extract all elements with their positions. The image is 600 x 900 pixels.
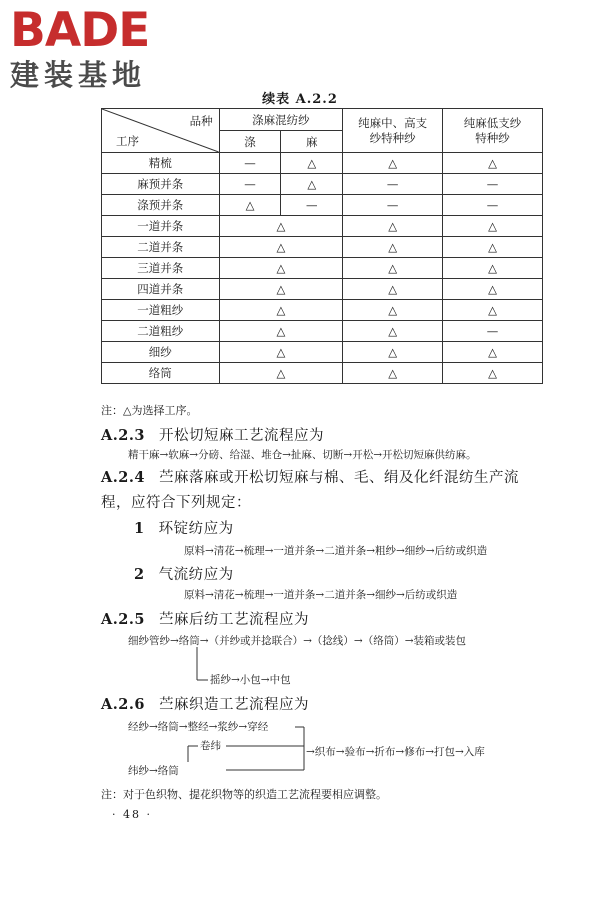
post-spinning-main-flow: 细纱管纱→络筒→（并纱或并捻联合）→（捻线）→（络筒）→装箱或装包	[128, 635, 466, 647]
cell-pure-high: △	[343, 237, 443, 258]
section-a23-flow: 精干麻→软麻→分磅、给湿、堆仓→扯麻、切断→开松→开松切短麻供纺麻。	[128, 449, 477, 461]
row-process: 精梳	[102, 153, 220, 174]
cell-pure-low: △	[443, 300, 543, 321]
cell-pure-high: △	[343, 279, 443, 300]
cell-pure-high: △	[343, 258, 443, 279]
table-row	[102, 342, 543, 363]
cell-pure-low: △	[443, 237, 543, 258]
section-a24-heading	[101, 466, 519, 487]
header-pure-low-count	[443, 109, 543, 153]
cell-pure-high: △	[343, 342, 443, 363]
table-header-row	[102, 109, 543, 131]
cell-pure-low: △	[443, 216, 543, 237]
row-process: 麻预并条	[102, 174, 220, 195]
process-table	[101, 108, 543, 384]
cell-pure-high: —	[343, 174, 443, 195]
logo-subtitle: 建装基地	[10, 58, 147, 92]
cell-polyester: —	[219, 153, 281, 174]
item-number: 1	[134, 520, 145, 537]
cell-pure-high: △	[343, 300, 443, 321]
cell-polyester: △	[219, 195, 281, 216]
cell-ramie: △	[281, 153, 343, 174]
list-item-ring-spinning	[134, 517, 234, 538]
list-item-rotor-spinning	[134, 563, 234, 584]
table-row	[102, 195, 543, 216]
row-process: 四道并条	[102, 279, 220, 300]
header-pure-low-count-text: 纯麻低支纱特种纱	[463, 115, 522, 145]
cell-ramie: —	[281, 195, 343, 216]
table-row	[102, 321, 543, 342]
cell-pure-low: —	[443, 321, 543, 342]
post-spinning-branch-flow: 摇纱→小包→中包	[210, 674, 291, 686]
weaving-note: 注：对于色织物、提花织物等的织造工艺流程要相应调整。	[101, 788, 387, 801]
header-process-label: 工序	[116, 134, 139, 148]
cell-pure-low: —	[443, 174, 543, 195]
section-a26-heading	[101, 693, 309, 714]
brand-logo	[10, 3, 150, 92]
cell-blend: △	[219, 321, 343, 342]
section-number: A.2.6	[101, 696, 146, 713]
header-ramie: 麻	[281, 131, 343, 153]
section-title: 苎麻后纺工艺流程应为	[159, 612, 310, 628]
cell-pure-low: —	[443, 195, 543, 216]
table-row	[102, 279, 543, 300]
cell-pure-low: △	[443, 153, 543, 174]
page-number: · 48 ·	[112, 808, 152, 821]
table-row	[102, 300, 543, 321]
section-a25-heading	[101, 608, 309, 629]
table-row	[102, 174, 543, 195]
header-pure-high-count-text: 纯麻中、高支纱特种纱	[358, 115, 428, 145]
cell-blend: △	[219, 216, 343, 237]
table-row	[102, 216, 543, 237]
cell-blend: △	[219, 342, 343, 363]
cell-blend: △	[219, 300, 343, 321]
cell-polyester: —	[219, 174, 281, 195]
header-blend-group: 涤麻混纺纱	[219, 109, 343, 131]
section-title: 苎麻落麻或开松切短麻与棉、毛、绢及化纤混纺生产流	[159, 470, 520, 486]
cell-pure-high: △	[343, 153, 443, 174]
table-row	[102, 363, 543, 384]
corner-header-cell	[102, 109, 220, 153]
weaving-warp-flow: 经纱→络筒→整经→浆纱→穿经	[128, 721, 269, 733]
cell-pure-high: △	[343, 363, 443, 384]
row-process: 一道粗纱	[102, 300, 220, 321]
header-polyester: 涤	[219, 131, 281, 153]
section-a23-heading	[101, 424, 324, 445]
table-row	[102, 153, 543, 174]
section-number: A.2.3	[101, 427, 146, 444]
section-number: A.2.4	[101, 469, 146, 486]
weaving-weft-flow: 纬纱→络筒	[128, 765, 179, 777]
item-title: 气流纺应为	[158, 567, 234, 583]
ring-spinning-flow: 原料→清花→梳理→一道并条→二道并条→粗纱→细纱→后纺或织造	[184, 545, 488, 557]
weaving-tail-flow: →织布→验布→折布→修布→打包→入库	[306, 746, 485, 758]
table-note: 注：△为选择工序。	[101, 404, 198, 417]
section-title: 开松切短麻工艺流程应为	[159, 428, 325, 444]
row-process: 二道并条	[102, 237, 220, 258]
table-row	[102, 258, 543, 279]
item-number: 2	[134, 566, 145, 583]
section-number: A.2.5	[101, 611, 146, 628]
section-title: 苎麻织造工艺流程应为	[159, 697, 310, 713]
row-process: 一道并条	[102, 216, 220, 237]
header-pure-high-count	[343, 109, 443, 153]
table-caption: 续表 A.2.2	[262, 92, 338, 107]
cell-pure-low: △	[443, 258, 543, 279]
header-variety-label: 品种	[189, 114, 213, 128]
cell-pure-low: △	[443, 363, 543, 384]
row-process: 二道粗纱	[102, 321, 220, 342]
cell-blend: △	[219, 258, 343, 279]
cell-blend: △	[219, 363, 343, 384]
cell-pure-low: △	[443, 279, 543, 300]
rotor-spinning-flow: 原料→清花→梳理→一道并条→二道并条→细纱→后纺或织造	[184, 589, 458, 601]
cell-ramie: △	[281, 174, 343, 195]
row-process: 涤预并条	[102, 195, 220, 216]
row-process: 络筒	[102, 363, 220, 384]
logo-wordmark: BADE	[10, 3, 150, 58]
weaving-pirn-label: 卷纬	[200, 740, 221, 752]
item-title: 环锭纺应为	[158, 521, 234, 537]
section-a24-continuation: 程，应符合下列规定：	[101, 495, 251, 511]
cell-blend: △	[219, 237, 343, 258]
cell-pure-low: △	[443, 342, 543, 363]
cell-blend: △	[219, 279, 343, 300]
row-process: 细纱	[102, 342, 220, 363]
cell-pure-high: △	[343, 321, 443, 342]
row-process: 三道并条	[102, 258, 220, 279]
cell-pure-high: △	[343, 216, 443, 237]
table-row	[102, 237, 543, 258]
cell-pure-high: —	[343, 195, 443, 216]
